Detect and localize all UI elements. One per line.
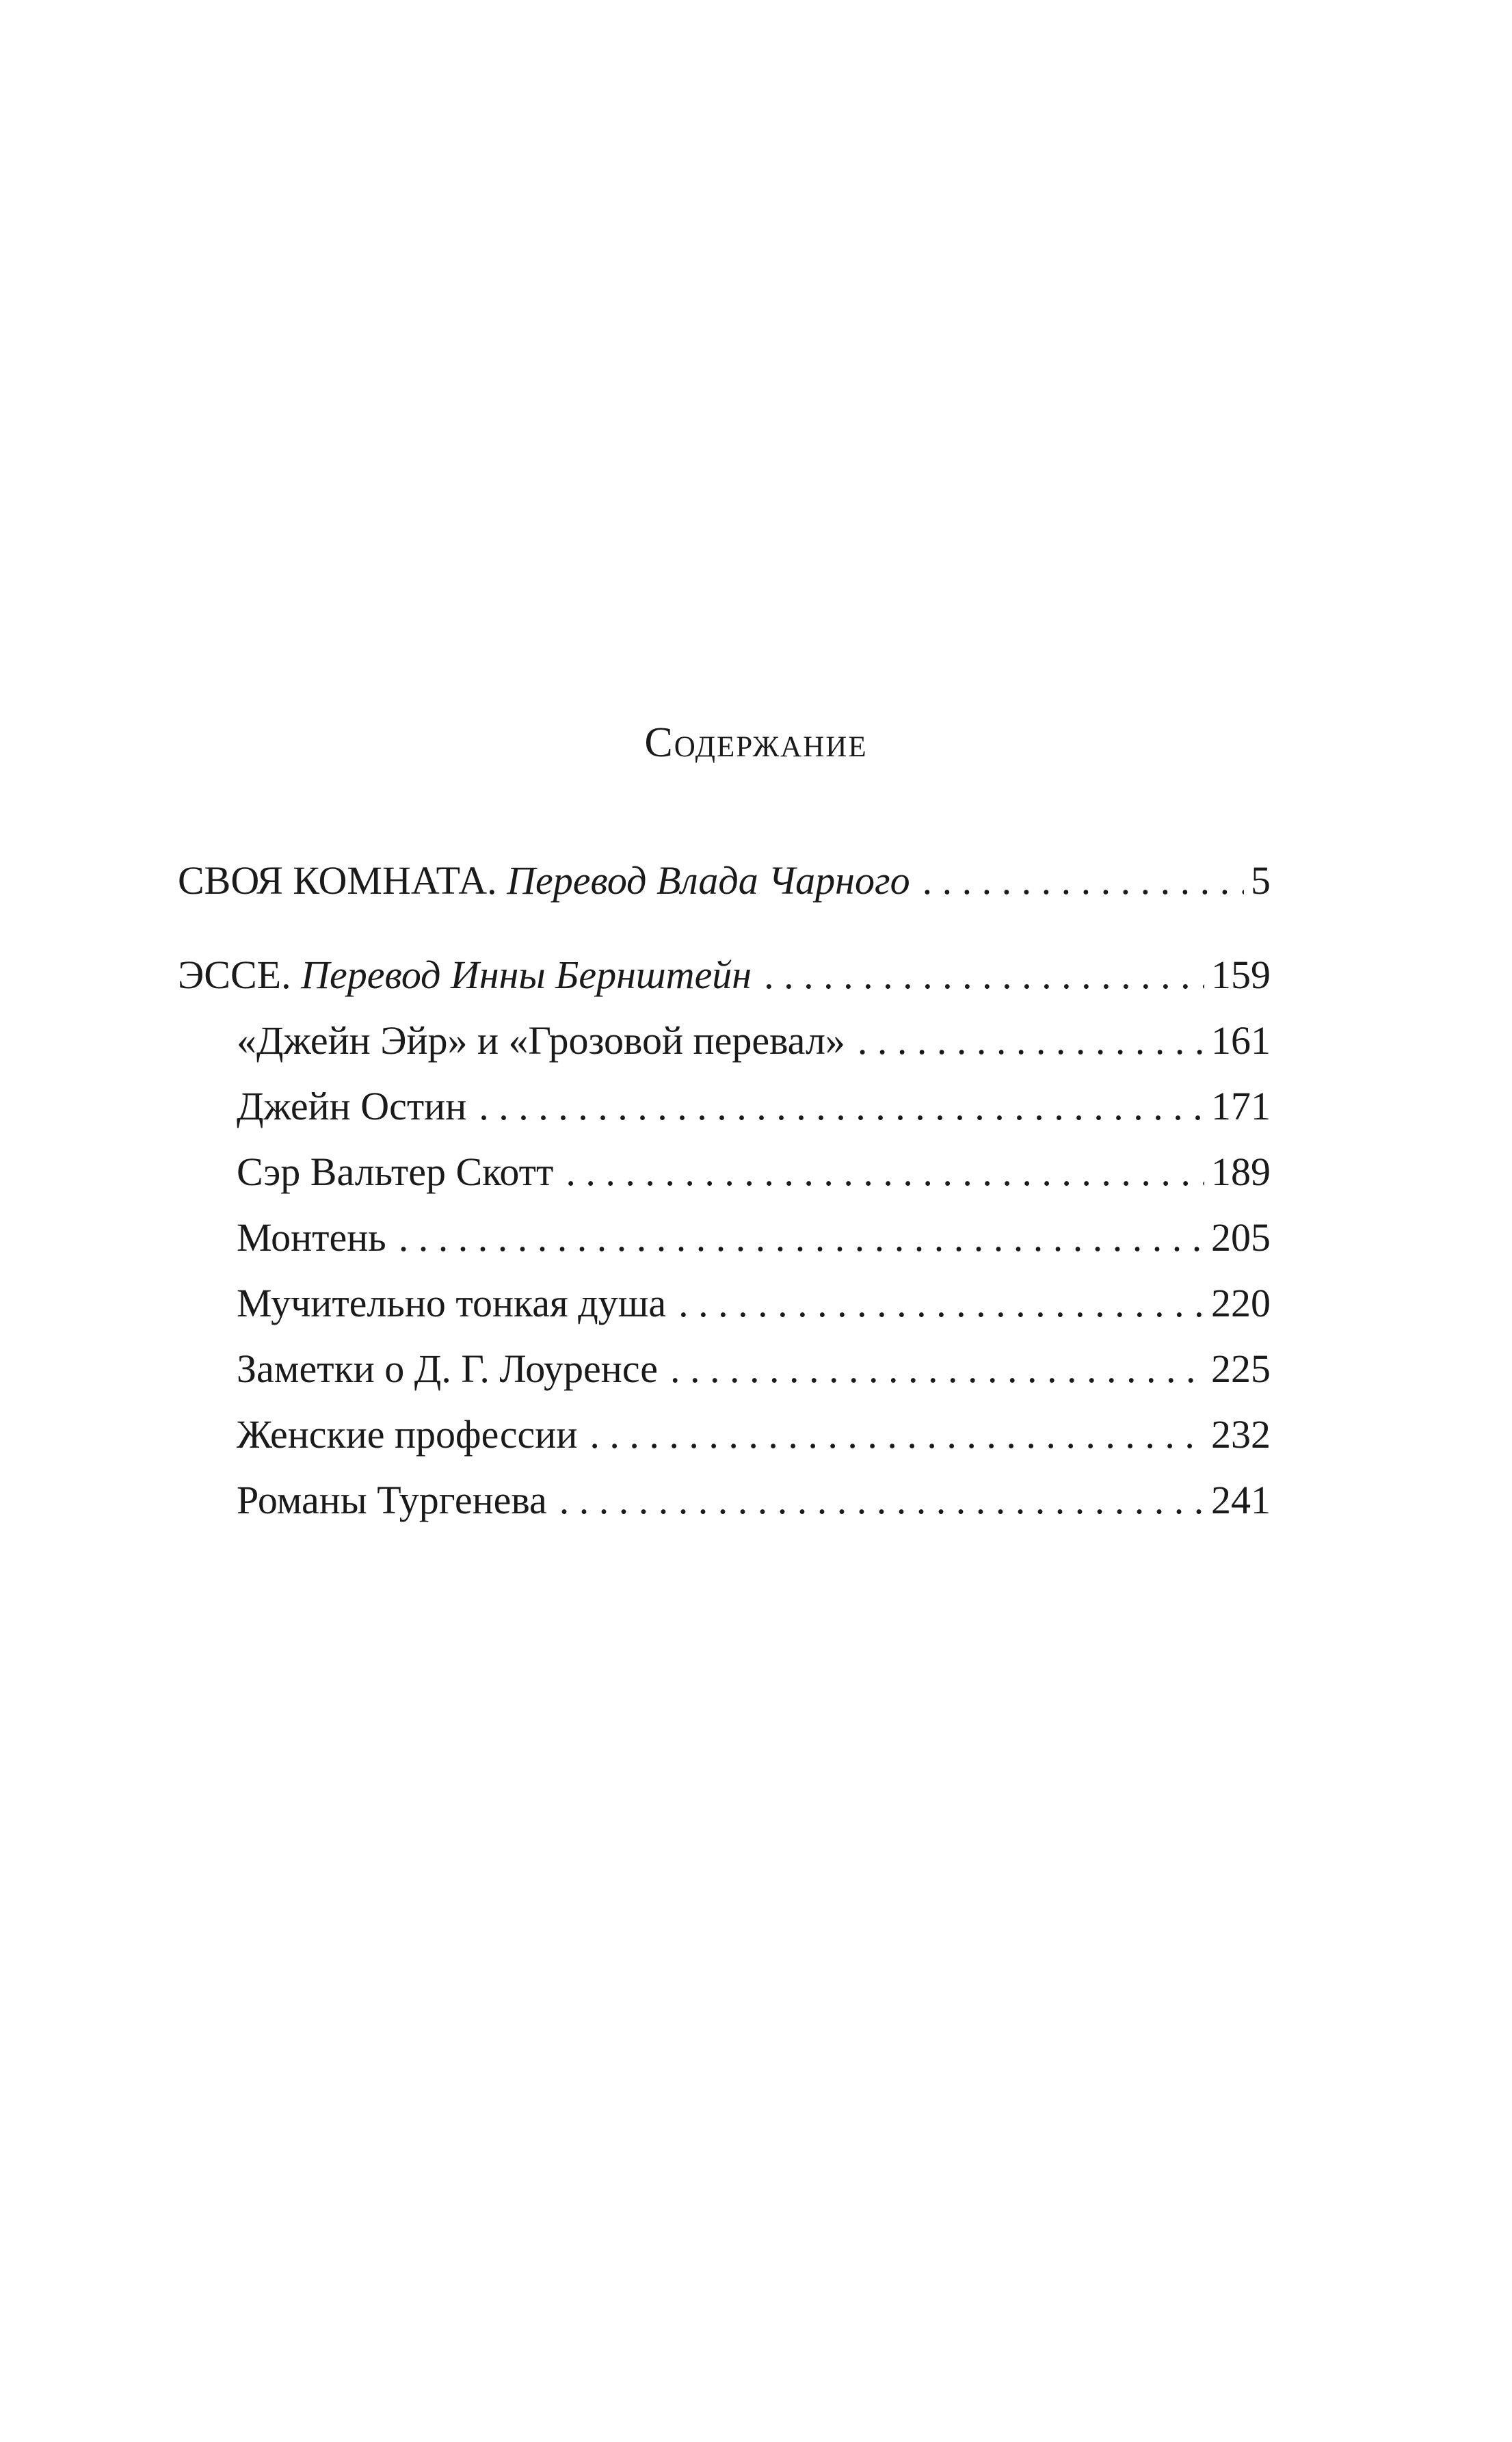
dot-leader — [678, 1271, 1204, 1336]
dot-leader — [479, 1074, 1204, 1139]
toc-page-number: 225 — [1211, 1346, 1271, 1391]
dot-leader — [764, 942, 1204, 1008]
toc-entry-professions — [178, 1402, 1271, 1468]
toc-entry-title: Мучительно тонкая душа — [237, 1281, 667, 1325]
dot-leader — [670, 1336, 1204, 1402]
toc-entry-title: Заметки о Д. Г. Лоуренсе — [237, 1346, 659, 1391]
table-of-contents — [178, 848, 1271, 1533]
toc-entry-subtle-soul — [178, 1271, 1271, 1336]
toc-entry-translator: Перевод Влада Чарного — [507, 858, 910, 903]
toc-entry-title: Женские профессии — [237, 1412, 578, 1457]
toc-page-number: 205 — [1211, 1215, 1271, 1260]
toc-page-number: 161 — [1211, 1018, 1271, 1063]
toc-entry-translator: Перевод Инны Бернштейн — [301, 953, 752, 997]
toc-entry-title: СВОЯ КОМНАТА. — [178, 858, 497, 903]
toc-entry-title: Сэр Вальтер Скотт — [237, 1150, 554, 1194]
toc-page-number: 220 — [1211, 1281, 1271, 1325]
toc-entry-own-room — [178, 848, 1271, 914]
toc-entry-essays — [178, 942, 1271, 1008]
toc-entry-montaigne — [178, 1205, 1271, 1271]
toc-page-number: 171 — [1211, 1084, 1271, 1128]
toc-entry-jane-eyre — [178, 1008, 1271, 1074]
dot-leader — [589, 1402, 1204, 1468]
toc-entry-title: Джейн Остин — [237, 1084, 467, 1128]
toc-page-number: 5 — [1251, 858, 1271, 903]
dot-leader — [399, 1205, 1204, 1271]
toc-entry-title: Романы Тургенева — [237, 1478, 547, 1522]
dot-leader — [858, 1008, 1204, 1074]
toc-entry-walter-scott — [178, 1139, 1271, 1205]
dot-leader — [923, 848, 1244, 914]
toc-page-number: 159 — [1211, 953, 1271, 997]
toc-page-number: 189 — [1211, 1150, 1271, 1194]
dot-leader — [566, 1139, 1204, 1205]
toc-entry-turgenev — [178, 1468, 1271, 1533]
page-title: Содержание — [644, 719, 868, 766]
toc-entry-lawrence — [178, 1336, 1271, 1402]
toc-entry-title: ЭССЕ. — [178, 953, 291, 997]
toc-page-number: 241 — [1211, 1478, 1271, 1522]
dot-leader — [559, 1468, 1204, 1533]
toc-page-number: 232 — [1211, 1412, 1271, 1457]
toc-entry-jane-austen — [178, 1074, 1271, 1139]
toc-entry-title: Монтень — [237, 1215, 386, 1260]
toc-entry-title: «Джейн Эйр» и «Грозовой перевал» — [237, 1018, 845, 1063]
